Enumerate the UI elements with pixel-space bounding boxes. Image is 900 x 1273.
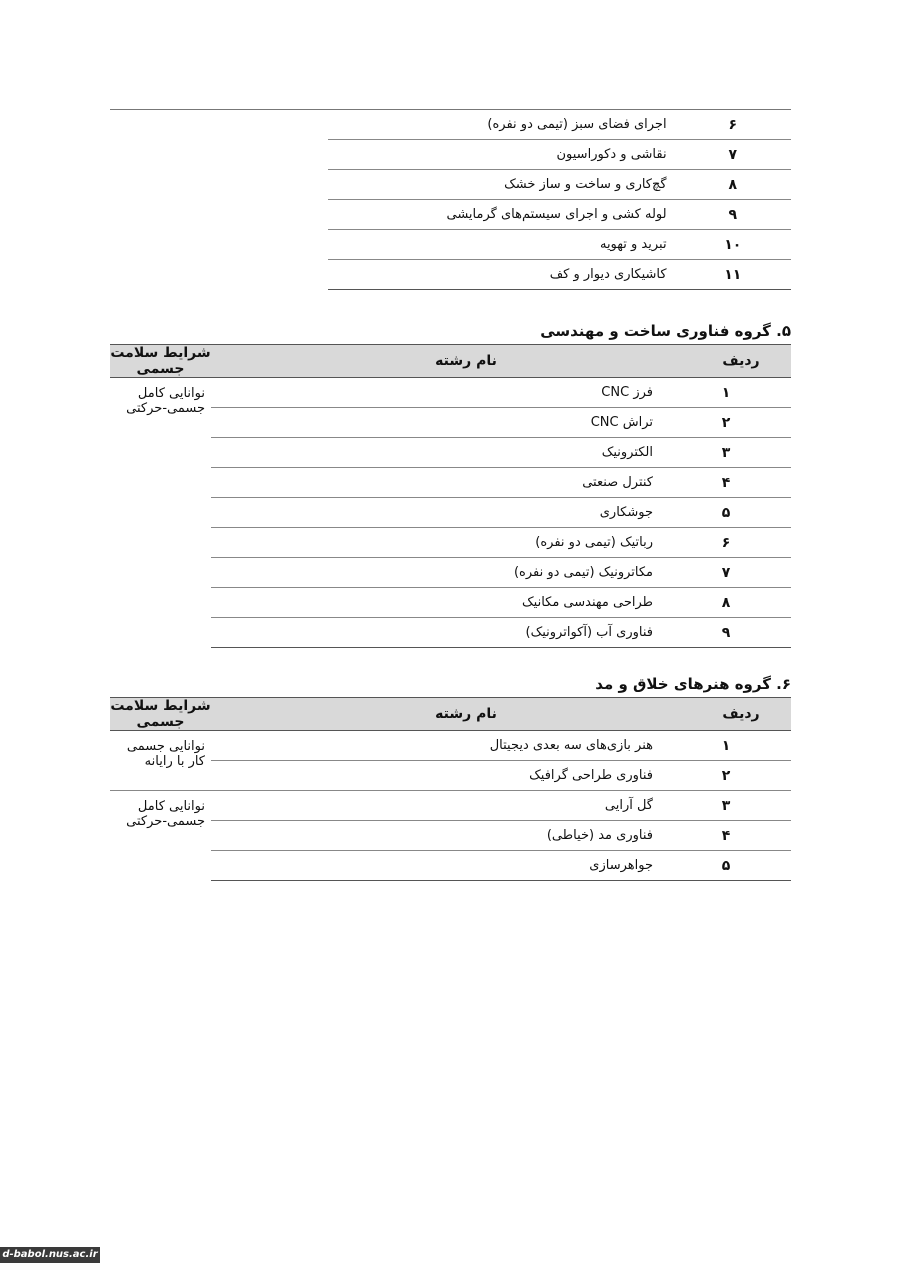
header-name: نام رشته	[211, 345, 661, 378]
table-row	[110, 791, 791, 821]
table-row	[110, 408, 791, 438]
table-section5	[110, 344, 791, 648]
major-name: طراحی مهندسی مکانیک	[211, 588, 661, 618]
row-number: ۴	[661, 468, 791, 498]
table-row	[110, 731, 791, 761]
table-row	[110, 618, 791, 648]
row-number: ۱۰	[675, 230, 791, 260]
row-number: ۹	[675, 200, 791, 230]
major-name: فناوری مد (خیاطی)	[211, 821, 661, 851]
row-number: ۷	[661, 558, 791, 588]
table-row	[110, 761, 791, 791]
row-number: ۸	[661, 588, 791, 618]
table-row	[110, 110, 791, 140]
row-number: ۹	[661, 618, 791, 648]
table-row	[110, 438, 791, 468]
site-logo[interactable]: d-babol.nus.ac.ir	[0, 1247, 100, 1263]
row-number: ۴	[661, 821, 791, 851]
table-row	[110, 558, 791, 588]
row-number: ۶	[661, 528, 791, 558]
table-row	[110, 588, 791, 618]
table-top	[110, 109, 791, 290]
major-name: فناوری طراحی گرافیک	[211, 761, 661, 791]
major-name: تبرید و تهویه	[328, 230, 675, 260]
table-row	[110, 528, 791, 558]
table-header-row	[110, 345, 791, 378]
major-name: گل آرایی	[211, 791, 661, 821]
header-health: شرایط سلامت جسمی	[110, 345, 211, 377]
table-header-row	[110, 698, 791, 731]
header-num: ردیف	[661, 345, 791, 378]
major-name: مکاترونیک (تیمی دو نفره)	[211, 558, 661, 588]
row-number: ۷	[675, 140, 791, 170]
major-name: فرز CNC	[211, 378, 661, 408]
health-cell	[110, 110, 328, 290]
major-name: الکترونیک	[211, 438, 661, 468]
major-name: لوله کشی و اجرای سیستم‌های گرمایشی	[328, 200, 675, 230]
section6-heading: ۶. گروه هنرهای خلاق و مد	[595, 675, 791, 693]
major-name: نقاشی و دکوراسیون	[328, 140, 675, 170]
health-condition: نوانایی کامل جسمی-حرکتی	[126, 386, 205, 416]
table-row	[110, 378, 791, 408]
health-condition: نوانایی جسمی کار با رایانه	[110, 731, 211, 791]
health-condition: نوانایی کامل جسمی-حرکتی	[126, 799, 205, 829]
header-health: شرایط سلامت جسمی	[110, 698, 211, 730]
header-name: نام رشته	[211, 698, 661, 731]
row-number: ۶	[675, 110, 791, 140]
table-row	[110, 468, 791, 498]
table-section6	[110, 697, 791, 881]
header-num: ردیف	[661, 698, 791, 731]
major-name: اجرای فضای سبز (تیمی دو نفره)	[328, 110, 675, 140]
row-number: ۳	[661, 791, 791, 821]
row-number: ۲	[661, 761, 791, 791]
row-number: ۱	[661, 731, 791, 761]
major-name: جوشکاری	[211, 498, 661, 528]
major-name: کنترل صنعتی	[211, 468, 661, 498]
row-number: ۲	[661, 408, 791, 438]
major-name: فناوری آب (آکواترونیک)	[211, 618, 661, 648]
major-name: تراش CNC	[211, 408, 661, 438]
row-number: ۵	[661, 851, 791, 881]
section5-heading: ۵. گروه فناوری ساخت و مهندسی	[540, 322, 791, 340]
major-name: گچ‌کاری و ساخت و ساز خشک	[328, 170, 675, 200]
major-name: جواهرسازی	[211, 851, 661, 881]
row-number: ۸	[675, 170, 791, 200]
major-name: کاشیکاری دیوار و کف	[328, 260, 675, 290]
table-row	[110, 851, 791, 881]
major-name: رباتیک (تیمی دو نفره)	[211, 528, 661, 558]
row-number: ۱۱	[675, 260, 791, 290]
major-name: هنر بازی‌های سه بعدی دیجیتال	[211, 731, 661, 761]
row-number: ۱	[661, 378, 791, 408]
row-number: ۳	[661, 438, 791, 468]
table-row	[110, 498, 791, 528]
row-number: ۵	[661, 498, 791, 528]
table-row	[110, 821, 791, 851]
